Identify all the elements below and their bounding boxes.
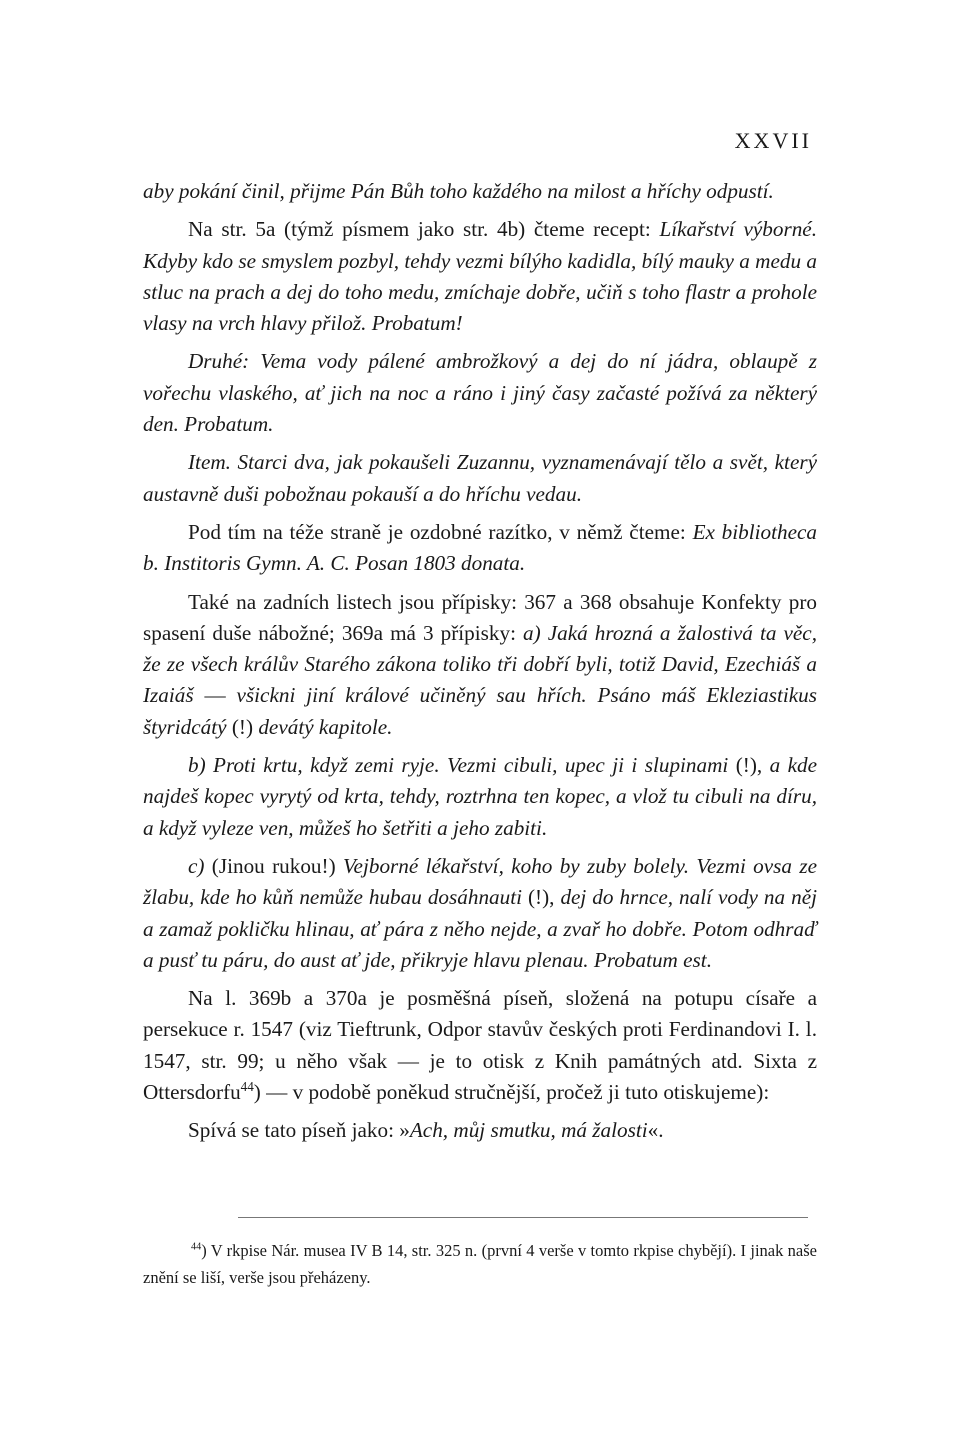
footnote-divider xyxy=(238,1217,808,1218)
paragraph-2 xyxy=(143,214,817,339)
footnote-mark: 44 xyxy=(191,1241,202,1253)
paragraph-7-italic-1: b) Proti krtu, když zemi ryje. Vezmi cibuli, upec ji i slupinami xyxy=(188,753,729,778)
paragraph-9-text-2: ) — v podobě poněkud stručnější, pročež ji tuto otiskujeme): xyxy=(253,1080,770,1105)
paragraph-10-text-1: Spívá se tato píseň jako: » xyxy=(188,1118,410,1143)
page-number: XXVII xyxy=(734,128,812,153)
paragraph-5-text: Pod tím na téže straně je ozdobné razítko, v němž čteme: xyxy=(188,519,693,544)
paragraph-7 xyxy=(143,750,817,844)
paragraph-3-italic: Druhé: Vema vody pálené ambrožkový a dej do ní jádra, oblaupě z vořechu vlaského, ať jich na noc a ráno i jiný časy začasté požívá za některý den. Probatum. xyxy=(143,349,817,437)
paragraph-8-text-2: (!), xyxy=(522,885,561,910)
paragraph-6-text-2: — xyxy=(193,683,237,708)
paragraph-3 xyxy=(143,346,817,440)
paragraph-1-italic: aby pokání činil, přijme Pán Bůh toho každého na milost a hříchy odpustí. xyxy=(143,179,774,203)
paragraph-6-italic-2: všickni jiní králové učiněný sau hřích. Psáno máš Ekleziastikus štyridcátý xyxy=(143,683,817,739)
paragraph-6-text-1: Také na zadních listech jsou přípisky: 367 a 368 obsahuje Konfekty pro spasení duše nábožné; 369a má 3 přípisky: xyxy=(143,589,817,645)
paragraph-10 xyxy=(143,1115,817,1146)
paragraph-6-text-3: (!) xyxy=(226,714,259,739)
paragraph-4-italic: Item. Starci dva, jak pokaušeli Zuzannu, vyznamenávají tělo a svět, který austavně duši pobožnau pokauší a do hříchu vedau. xyxy=(143,450,817,506)
paragraph-5-italic: Ex bibliotheca b. Institoris Gymn. A. C. Posan 1803 donata. xyxy=(143,519,818,576)
paragraph-5 xyxy=(143,517,817,580)
footnote-reference: 44 xyxy=(240,1078,254,1094)
paragraph-4 xyxy=(143,447,817,510)
paragraph-1 xyxy=(143,176,817,207)
paragraph-8-italic-3: dej do hrnce, nalí vody na něj a zamaž pokličku hlinau, ať pára z něho nejde, a zvař ho dobře. Potom odhraď a pusť tu páru, do aust ať jde, přikryje hlavu plenau. Probatum est. xyxy=(143,885,817,972)
paragraph-10-italic: Ach, můj smutku, má žalosti xyxy=(409,1118,648,1143)
paragraph-2-italic: Líkařství výborné. Kdyby kdo se smyslem pozbyl, tehdy vezmi bílýho kadidla, bílý mauky a medu a stluc na prach a dej do toho medu, zmíchaje dobře, učiň s toho flastr a prohole vlasy na vrch hlavy přilož. Probatum! xyxy=(143,217,818,336)
paragraph-6-italic-1: a) Jaká hrozná a žalostivá ta věc, že ze všech králův Starého zákona toliko tři dobří byli, totiž David, Ezechiáš a Izaiáš xyxy=(143,620,817,708)
footnote xyxy=(143,1237,817,1291)
paragraph-6-italic-3: devátý kapitole. xyxy=(258,714,393,739)
paragraph-9-text-1: Na l. 369b a 370a je posměšná píseň, složená na potupu císaře a persekuce r. 1547 (viz Tieftrunk, Odpor stavův českých proti Ferdinandovi I. l. 1547, str. 99; u něho však — je to otisk z Knih památných atd. Sixta z Ottersdorfu xyxy=(143,986,817,1105)
paragraph-8-italic-2: Vejborné lékařství, koho by zuby bolely. Vezmi ovsa ze žlabu, kde ho kůň nemůže hubau dosáhnauti xyxy=(143,853,817,910)
paragraph-2-text: Na str. 5a (týmž písmem jako str. 4b) čteme recept: xyxy=(188,217,660,242)
paragraph-8-italic-1: c) xyxy=(188,853,205,878)
paragraph-10-text-2: «. xyxy=(647,1118,664,1143)
paragraph-6 xyxy=(143,587,817,743)
footnote-text: ) V rkpise Nár. musea IV B 14, str. 325 n. (první 4 verše v tomto rkpise chybějí). I jinak naše znění se liší, verše jsou přeházeny. xyxy=(143,1241,817,1287)
paragraph-8-text-1: (Jinou rukou!) xyxy=(204,853,343,878)
paragraph-9 xyxy=(143,983,817,1108)
paragraph-7-text: (!), xyxy=(728,753,770,778)
paragraph-8 xyxy=(143,851,817,976)
paragraph-7-italic-2: a kde najdeš kopec vyrytý od krta, tehdy, roztrhna ten kopec, a vlož tu cibuli na díru, a když vyleze ven, můžeš ho šetřiti a jeho zabiti. xyxy=(143,753,818,840)
body-text xyxy=(143,176,817,1154)
